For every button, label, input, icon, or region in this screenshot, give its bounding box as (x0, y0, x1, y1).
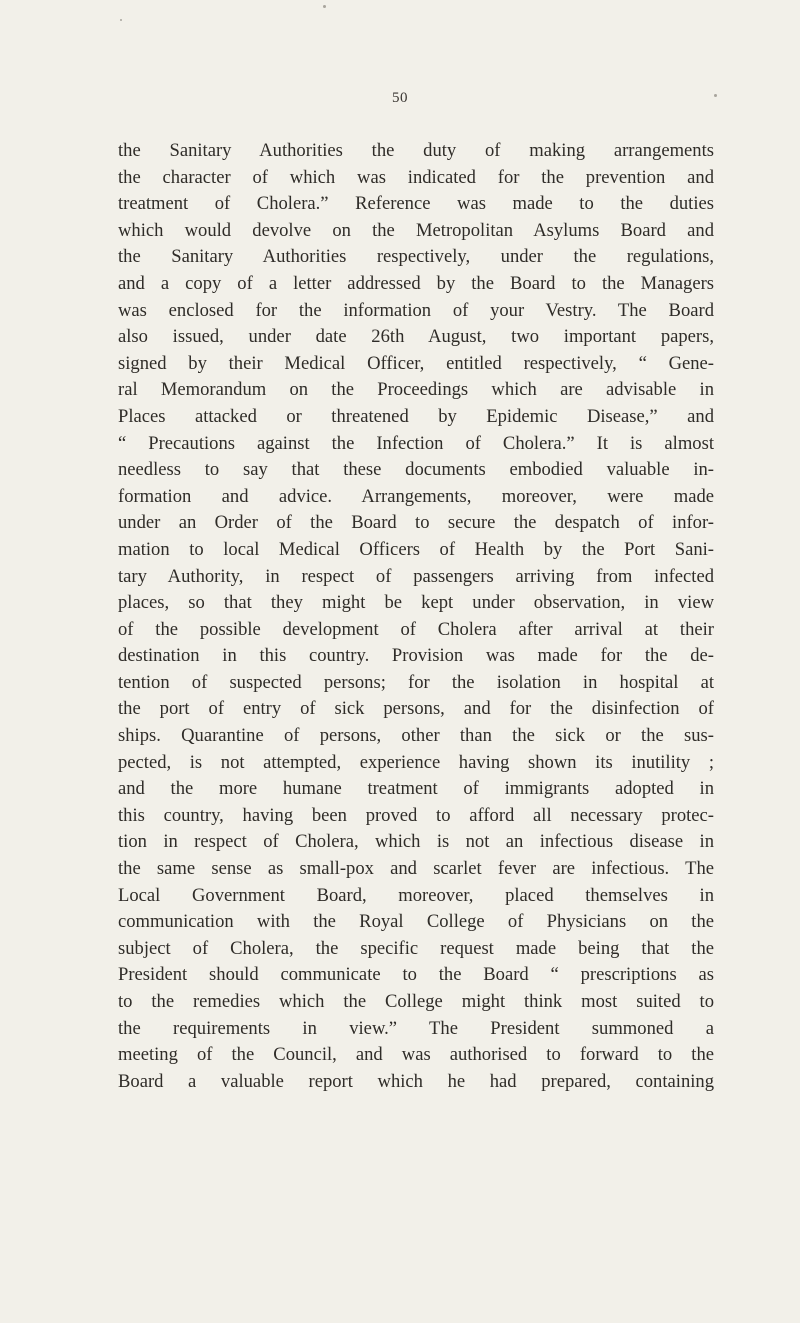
text-line: the same sense as small-pox and scarlet fever are infectious. The (118, 858, 714, 880)
text-line: the requirements in view.” The President summoned a (118, 1017, 714, 1039)
text-line: under an Order of the Board to secure the despatch of infor- (118, 512, 714, 534)
text-line: destination in this country. Provision was made for the de- (118, 645, 714, 667)
text-line: treatment of Cholera.” Reference was made to the duties (118, 193, 714, 215)
text-line: “ Precautions against the Infection of Cholera.” It is almost (118, 432, 714, 454)
text-line: tion in respect of Cholera, which is not an infectious disease in (118, 831, 714, 853)
text-line: ships. Quarantine of persons, other than the sick or the sus- (118, 725, 714, 747)
paper-speck (323, 5, 326, 8)
text-line: to the remedies which the College might think most suited to (118, 991, 714, 1012)
text-line: Local Government Board, moreover, placed themselves in (118, 884, 714, 906)
text-line: also issued, under date 26th August, two important papers, (118, 326, 714, 348)
text-line: which would devolve on the Metropolitan Asylums Board and (118, 219, 714, 241)
text-line: and the more humane treatment of immigrants adopted in (118, 778, 714, 800)
text-line: formation and advice. Arrangements, moreover, were made (118, 485, 714, 507)
text-line: this country, having been proved to afford all necessary protec- (118, 804, 714, 826)
text-line: President should communicate to the Board “ prescriptions as (118, 964, 714, 986)
text-line: places, so that they might be kept under observation, in view (118, 592, 714, 614)
text-line: Places attacked or threatened by Epidemic Disease,” and (118, 405, 714, 427)
text-line: the Sanitary Authorities respectively, under the regulations, (118, 246, 714, 268)
text-line: needless to say that these documents embodied valuable in- (118, 459, 714, 481)
text-line: tary Authority, in respect of passengers arriving from infected (118, 565, 714, 587)
body-text (118, 138, 714, 1095)
text-line: was enclosed for the information of your Vestry. The Board (118, 299, 714, 321)
text-line: subject of Cholera, the specific request made being that the (118, 937, 714, 959)
text-line: communication with the Royal College of Physicians on the (118, 911, 714, 933)
paper-speck (120, 19, 122, 21)
text-line: the Sanitary Authorities the duty of making arrangements (118, 140, 714, 161)
text-line: the port of entry of sick persons, and for the disinfection of (118, 698, 714, 720)
text-line: and a copy of a letter addressed by the Board to the Managers (118, 272, 714, 294)
text-line: tention of suspected persons; for the isolation in hospital at (118, 671, 714, 693)
text-line: of the possible development of Cholera after arrival at their (118, 618, 714, 640)
text-line: Board a valuable report which he had prepared, containing (118, 1070, 714, 1092)
text-line: mation to local Medical Officers of Health by the Port Sani- (118, 538, 714, 560)
text-line: signed by their Medical Officer, entitled respectively, “ Gene- (118, 352, 714, 374)
text-line: the character of which was indicated for the prevention and (118, 166, 714, 188)
text-line: ral Memorandum on the Proceedings which are advisable in (118, 379, 714, 401)
text-line: pected, is not attempted, experience having shown its inutility ; (118, 751, 714, 773)
paper-speck (714, 94, 717, 97)
page-number: 50 (392, 90, 408, 106)
text-line: meeting of the Council, and was authorised to forward to the (118, 1044, 714, 1066)
